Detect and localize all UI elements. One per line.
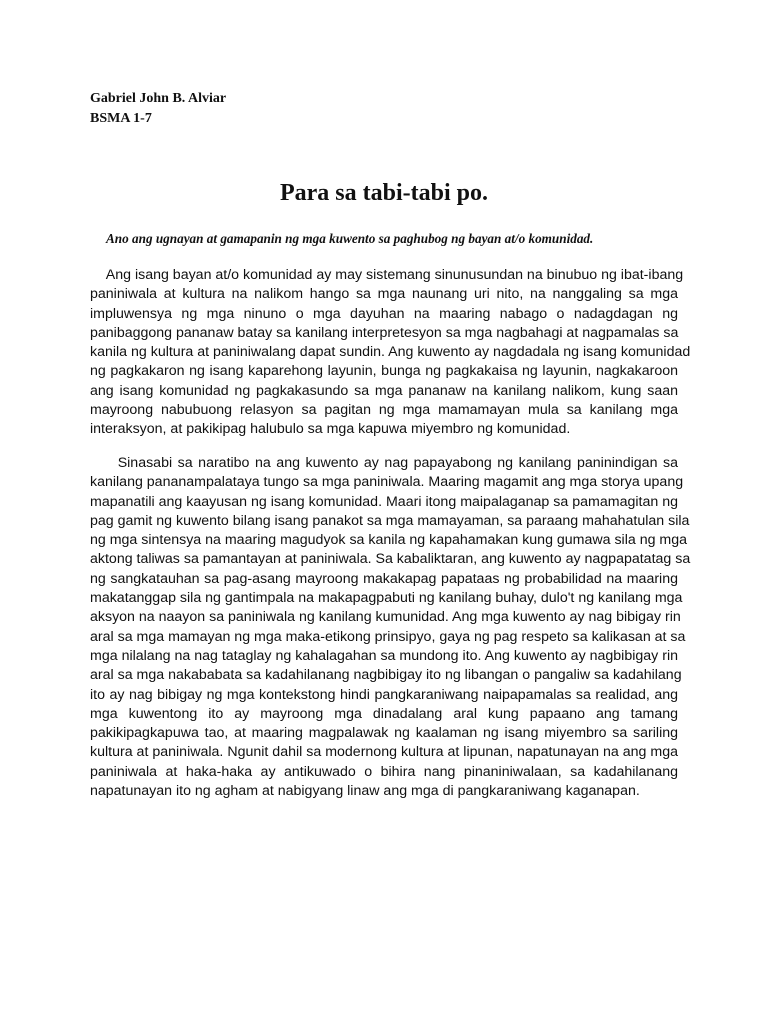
paragraph-1 (90, 266, 691, 440)
class-section: BSMA 1-7 (90, 111, 152, 126)
essay-question: Ano ang ugnayan at gamapanin ng mga kuwento sa paghubog ng bayan at/o komunidad. (106, 231, 594, 246)
paragraph-line: aral sa mga nakababata sa kadahilanang nagbibigay ito ng libangan o pangaliw sa kadahilang (90, 667, 682, 684)
paragraph-line: napatunayan ito ng agham at nabigyang linaw ang mga di pangkaraniwang kaganapan. (90, 783, 640, 800)
paragraph-line: mayroong nabubuong relasyon sa pagitan ng mga mamamayan mula sa kanilang mga (90, 402, 678, 419)
paragraph-line: ng mga sintensya na maaring magudyok sa kanila ng kapahamakan kung gumawa sila ng mga (90, 532, 688, 549)
paragraph-line: ito ay nag bibigay ng mga kontekstong hindi pangkaraniwang naipapamalas sa realidad, ang (90, 686, 678, 703)
page-title: Para sa tabi-tabi po. (279, 180, 488, 206)
paragraph-line: ang isang komunidad ng pagkakasundo sa mga pananaw na kanilang nalikom, kung saan (90, 382, 678, 399)
paragraph-line: mga nilalang na nag tataglay ng kahalagahan sa mundong ito. Ang kuwento ay nagbibigay rin (90, 647, 678, 664)
paragraph-line: paniniwala at haka-haka ay antikuwado o bihira nang pinaniniwalaan, sa kadahilanang (90, 763, 678, 780)
paragraph-line: Sinasabi sa naratibo na ang kuwento ay nag papayabong ng kanilang paninindigan sa (90, 455, 678, 471)
paragraph-line: aksyon na naayon sa paniniwala ng kanilang kumunidad. Ang mga kuwento ay nag bibigay rin (90, 609, 681, 626)
paragraph-line: mga kuwentong ito ay mayroong mga dinadalang aral kung papaano ang tamang (90, 705, 678, 722)
paragraph-line: Ang isang bayan at/o komunidad ay may sistemang sinunusundan na binubuo ng ibat-ibang (90, 267, 684, 283)
paragraph-line: pakikipagkapuwa tao, at maaring magpalawak ng kaalaman ng isang miyembro sa sariling (90, 725, 678, 742)
paragraph-line: panibaggong pananaw batay sa kanilang interpretesyon sa mga nagbahagi at nagpamalas sa (90, 324, 679, 341)
paragraph-line: pag gamit ng kuwento bilang isang panakot sa mga mamayaman, sa paraang mahahatulan sila (90, 512, 690, 529)
author-name: Gabriel John B. Alviar (90, 91, 227, 106)
paragraph-line: interaksyon, at pakikipag halubulo sa mga kapuwa miyembro ng komunidad. (90, 421, 571, 438)
paragraph-line: kanila ng kultura at paniniwalang dapat sundin. Ang kuwento ay nagdadala ng isang komunidad (90, 344, 691, 361)
paragraph-line: ng pagkakaron ng isang kaparehong layunin, bunga ng pagkakaisa ng layunin, nagkakaroon (90, 363, 678, 380)
paragraph-line: ng sangkatauhan sa pag-asang mayroong makakapag papataas ng probabilidad na maaring (90, 570, 678, 587)
paragraph-2 (90, 454, 691, 801)
paragraph-line: aktong taliwas sa pamantayan at paniniwala. Sa kabaliktaran, ang kuwento ay nagpapatatag sa (90, 551, 691, 568)
paragraph-line: kultura at paniniwala. Ngunit dahil sa modernong kultura at lipunan, napatunayan na ang mga (90, 744, 678, 761)
paragraph-line: kanilang pananampalataya tungo sa mga paniniwala. Maaring magamit ang mga storya upang (90, 474, 684, 491)
paragraph-line: impluwensya ng mga ninuno o mga dayuhan na maaring nabago o nadagdagan ng (90, 305, 678, 322)
paragraph-line: paniniwala at kultura na nalikom hango sa mga naunang uri nito, na nanggaling sa mga (90, 286, 678, 303)
paragraph-line: aral sa mga mamayan ng mga maka-etikong prinsipyo, gaya ng pag respeto sa kalikasan at sa (90, 628, 686, 645)
paragraph-line: mapanatili ang kaayusan ng isang komunidad. Maari itong maipalaganap sa pamamagitan ng (90, 493, 678, 510)
paragraph-line: makatanggap sila ng gantimpala na makapagpabuti ng kanilang buhay, dulo't ng kanilang mga (90, 590, 683, 607)
